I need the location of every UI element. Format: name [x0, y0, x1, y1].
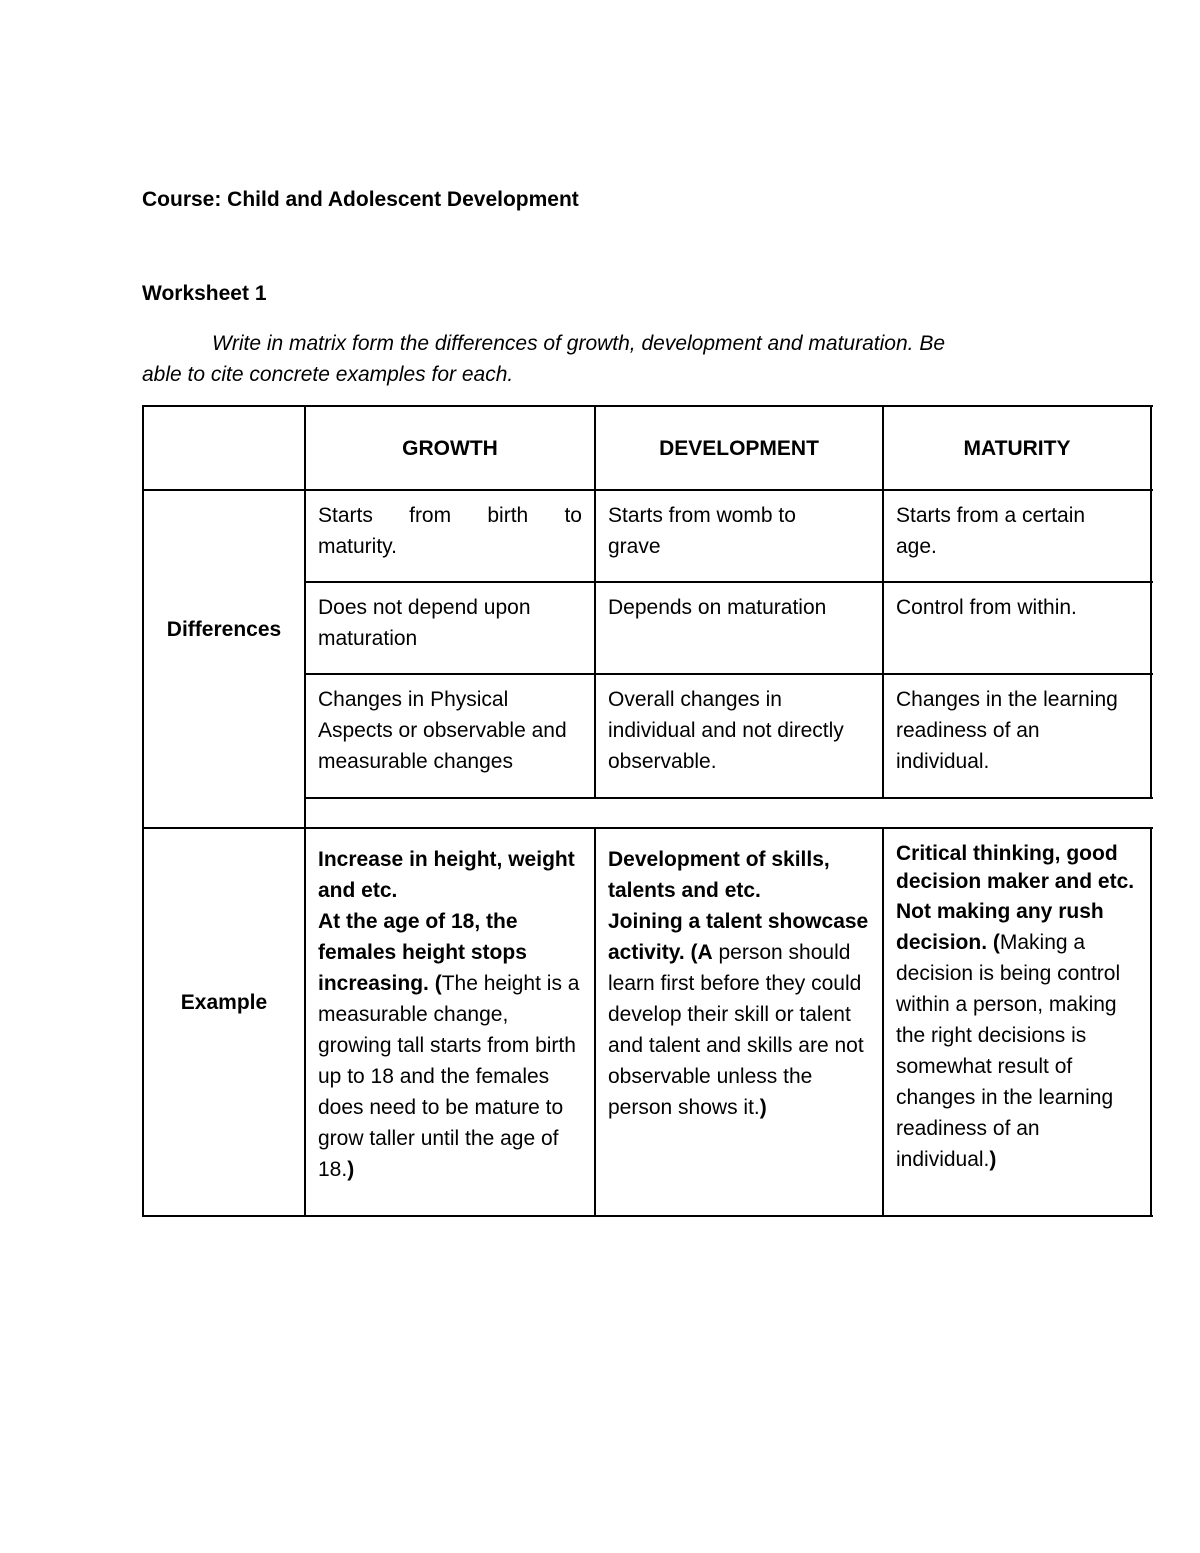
row-label-differences: Differences [166, 617, 282, 641]
instructions [142, 328, 1062, 390]
example-development-bold-1: Development of skills, talents and etc. [608, 848, 830, 902]
difference-maturity-3: Changes in the learning readiness of an individual. [896, 688, 1118, 773]
table-border-row3-bottom [305, 797, 1153, 799]
example-growth [306, 829, 594, 1215]
example-maturity-bold-end: ) [989, 1148, 997, 1171]
course-title: Course: Child and Adolescent Development [142, 188, 579, 211]
difference-maturity-2: Control from within. [896, 596, 1077, 619]
example-development-bold-end: ) [759, 1096, 767, 1119]
example-growth-bold-2: At the age of 18, the females height stops increasing. ( [318, 910, 527, 995]
difference-growth-1-line2: maturity. [318, 535, 397, 558]
instructions-line-2: able to cite concrete examples for each. [142, 363, 514, 386]
example-development [596, 829, 882, 1215]
difference-maturity-1: Starts from a certain age. [896, 504, 1086, 558]
example-growth-explanation: The height is a measurable change, growing tall starts from birth up to 18 and the females does need to be mature to grow taller until the age of 18. [318, 972, 580, 1181]
difference-development-2: Depends on maturation [608, 596, 827, 619]
example-maturity [884, 829, 1150, 1215]
difference-development-3: Overall changes in individual and not directly observable. [608, 688, 844, 773]
word: from [409, 504, 452, 527]
difference-development-1: Starts from womb to grave [608, 504, 796, 558]
worksheet-title: Worksheet 1 [142, 282, 267, 305]
difference-growth-1 [306, 491, 594, 581]
example-maturity-bold-2: Not making any rush decision. ( [896, 900, 1104, 954]
example-maturity-explanation: Making a decision is being control within a person, making the right decisions is somewhat result of changes in the learning readiness of an individual. [896, 931, 1121, 1171]
table-border-right-upper [1150, 405, 1152, 799]
difference-growth-1-line1 [318, 500, 582, 531]
difference-growth-3: Changes in Physical Aspects or observable and measurable changes [318, 688, 567, 773]
word: Starts [318, 504, 373, 527]
word: birth [487, 504, 529, 527]
header-maturity: MATURITY [963, 436, 1071, 460]
example-maturity-bold-1: Critical thinking, good decision maker and etc. [896, 842, 1135, 893]
table-border-bottom [142, 1215, 1153, 1217]
example-growth-bold-end: ) [347, 1158, 355, 1181]
header-development: DEVELOPMENT [659, 436, 819, 460]
example-development-bold-2: Joining a talent showcase activity. (A [608, 910, 869, 964]
row-label-example: Example [180, 990, 268, 1014]
word: to [564, 504, 582, 527]
header-growth: GROWTH [402, 436, 498, 460]
example-growth-bold-1: Increase in height, weight and etc. [318, 848, 575, 902]
difference-growth-2: Does not depend upon maturation [318, 596, 531, 650]
example-development-explanation: person should learn first before they could develop their skill or talent and talent and skills are not observable unless the person shows it. [608, 941, 864, 1119]
instructions-line-1: Write in matrix form the differences of growth, development and maturation. Be [212, 332, 946, 355]
table-border-right-lower [1150, 827, 1152, 1217]
